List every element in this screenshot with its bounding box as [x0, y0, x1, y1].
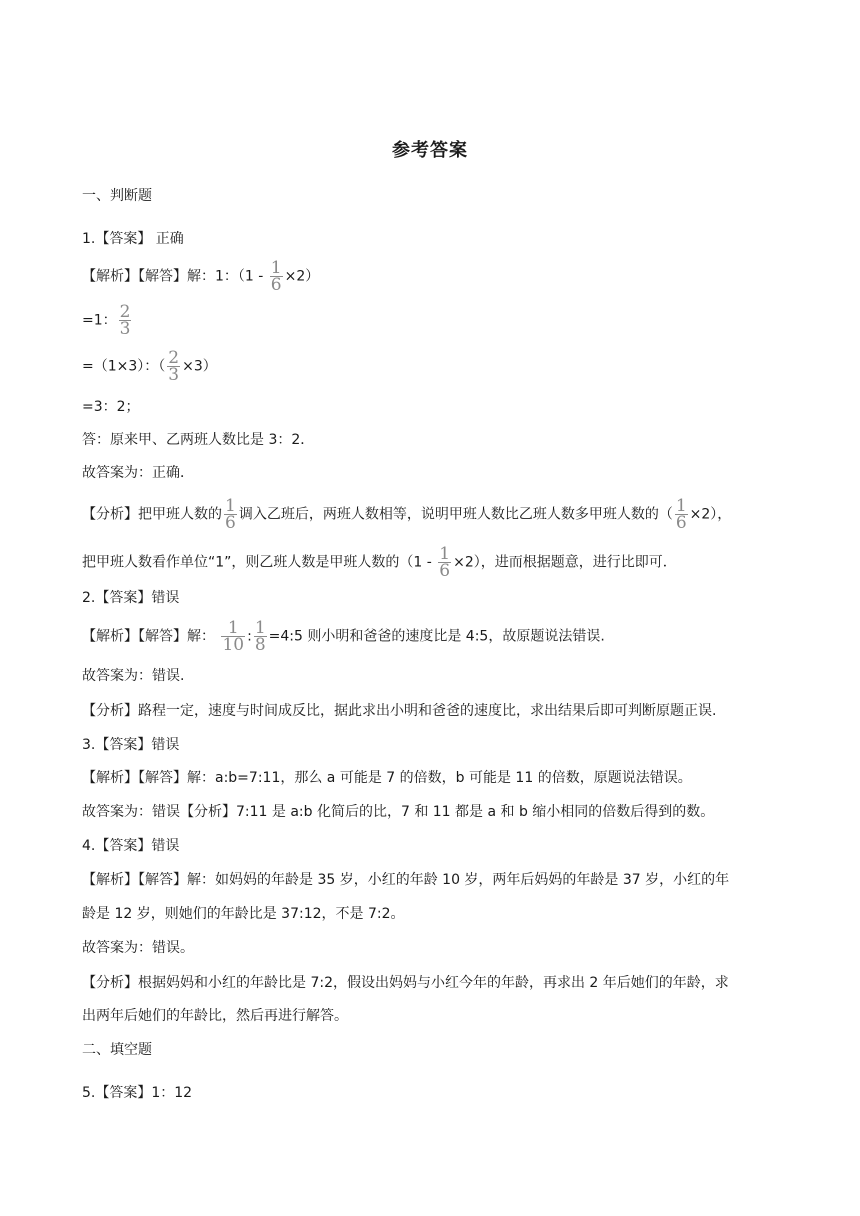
- q1-fx2-text-a: 把甲班人数看作单位“1”，则乙班人数是甲班人数的（1 -: [82, 554, 437, 571]
- q1-analysis-line: [82, 260, 319, 293]
- fraction-two-thirds: $\frac{2}{3}$: [168, 348, 180, 385]
- q1-conclusion: 答：原来甲、乙两班人数比是 3：2．: [82, 432, 315, 448]
- q3-analysis: 【解析】【解答】解：a:b=7:11，那么 a 可能是 7 的倍数，b 可能是 11 的倍数，原题说法错误。: [82, 770, 692, 786]
- section-heading-fill-blank: 二、填空题: [82, 1042, 152, 1058]
- fraction-one-eighth: $\frac{1}{8}$: [254, 618, 266, 655]
- q4-analysis-fx2: 出两年后她们的年龄比，然后再进行解答。: [82, 1008, 348, 1024]
- q4-analysis-1: 【解析】【解答】解：如妈妈的年龄是 35 岁，小红的年龄 10 岁，两年后妈妈的年龄是 37 岁，小红的年: [82, 872, 730, 888]
- q1-fx-text-b: 调入乙班后，两班人数相等，说明甲班人数比乙班人数多甲班人数的（: [238, 506, 673, 523]
- q2-analysis-fx: 【分析】路程一定，速度与时间成反比，据此求出小明和爸爸的速度比，求出结果后即可判断原题正误.: [82, 703, 717, 719]
- q3-final-answer: 故答案为：错误【分析】7:11 是 a:b 化简后的比，7 和 11 都是 a 和 b 缩小相同的倍数后得到的数。: [82, 804, 715, 820]
- page-title: 参考答案: [392, 140, 468, 161]
- q1-fx-text-c: ×2），: [689, 506, 732, 523]
- q4-final-answer: 故答案为：错误。: [82, 940, 194, 956]
- q3-answer: 3.【答案】错误: [82, 737, 180, 753]
- q1-fx-text-a: 【分析】把甲班人数的: [82, 506, 222, 523]
- q1-analysis-fx: [82, 498, 731, 531]
- fraction-one-sixth: $\frac{1}{6}$: [439, 544, 451, 581]
- fraction-one-sixth: $\frac{1}{6}$: [225, 496, 236, 533]
- q1-step2: [82, 350, 217, 383]
- q1-answer: 1.【答案】 正确: [82, 231, 184, 247]
- q5-answer: 5.【答案】1：12: [82, 1085, 193, 1101]
- q4-analysis-fx1: 【分析】根据妈妈和小红的年龄比是 7:2，假设出妈妈与小红今年的年龄，再求出 2 年后她们的年龄，求: [82, 975, 729, 991]
- ratio-colon: :: [247, 628, 252, 645]
- q1-fx2-text-b: ×2），进而根据题意，进行比即可．: [453, 554, 677, 571]
- fraction-two-thirds: $\frac{2}{3}$: [119, 302, 131, 339]
- q2-analysis-text: 【解析】【解答】解：: [82, 628, 220, 645]
- fraction-one-sixth: $\frac{1}{6}$: [675, 496, 687, 533]
- q4-answer: 4.【答案】错误: [82, 838, 180, 854]
- fraction-one-tenth: $\frac{1}{10}$: [222, 618, 245, 655]
- q2-analysis-tail: =4:5 则小明和爸爸的速度比是 4:5，故原题说法错误.: [268, 628, 605, 645]
- q4-analysis-2: 龄是 12 岁，则她们的年龄比是 37:12，不是 7:2。: [82, 906, 405, 922]
- q2-answer: 2.【答案】错误: [82, 590, 180, 606]
- q1-analysis-text: 【解析】【解答】解：1：（1 -: [82, 268, 268, 285]
- q1-analysis-tail: ×2）: [284, 268, 320, 285]
- q1-step3: =3：2；: [82, 399, 140, 415]
- q1-step1-text: =1：: [82, 312, 117, 329]
- section-heading-judgment: 一、判断题: [82, 188, 152, 204]
- fraction-one-sixth: $\frac{1}{6}$: [270, 258, 282, 295]
- q1-final-answer: 故答案为：正确．: [82, 465, 194, 481]
- q1-step2-text-b: ×3）: [182, 358, 217, 375]
- q2-analysis-line: [82, 620, 605, 653]
- q1-step2-text-a: =（1×3）：（: [82, 358, 166, 375]
- q1-step1: [82, 304, 133, 337]
- q1-analysis-fx2: [82, 546, 677, 579]
- q2-final-answer: 故答案为：错误.: [82, 668, 185, 684]
